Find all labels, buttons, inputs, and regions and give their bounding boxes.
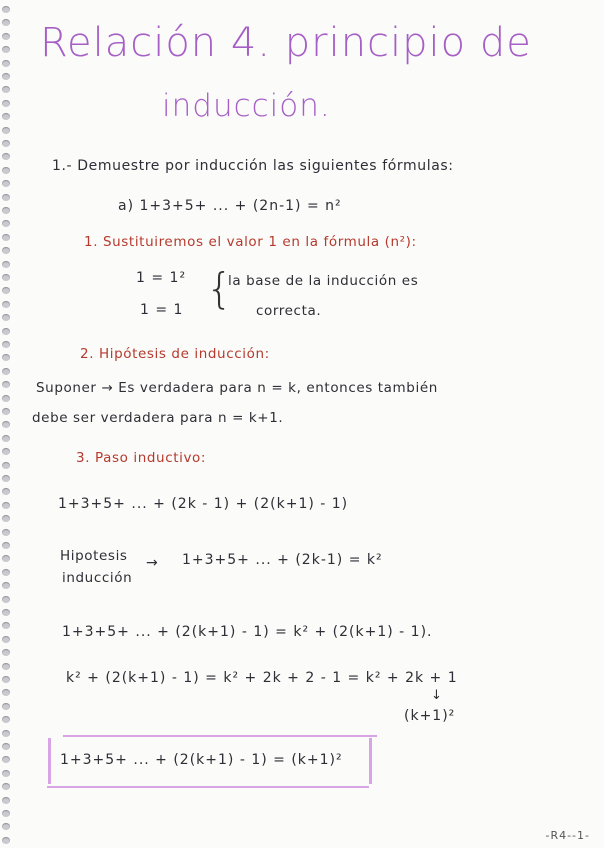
- binding-hole: [2, 86, 10, 93]
- binding-hole: [2, 636, 10, 643]
- step1-eq2: 1 = 1: [140, 302, 184, 318]
- binding-hole: [2, 19, 10, 26]
- step1-eq1: 1 = 1²: [136, 270, 187, 286]
- binding-hole: [2, 421, 10, 428]
- binding-hole: [2, 328, 10, 335]
- binding-hole: [2, 448, 10, 455]
- binding-hole: [2, 274, 10, 281]
- part-a-formula: a) 1+3+5+ ... + (2n-1) = n²: [118, 198, 342, 214]
- binding-hole: [2, 220, 10, 227]
- binding-hole: [2, 797, 10, 804]
- binding-hole: [2, 408, 10, 415]
- hypothesis-label-1: Hipotesis: [60, 548, 128, 564]
- binding-hole: [2, 596, 10, 603]
- step1-note-line2: correcta.: [256, 303, 322, 319]
- binding-hole: [2, 462, 10, 469]
- binding-hole: [2, 569, 10, 576]
- binding-hole: [2, 261, 10, 268]
- binding-hole: [2, 354, 10, 361]
- binding-hole: [2, 542, 10, 549]
- title-line-2: inducción.: [162, 88, 331, 124]
- binding-hole: [2, 555, 10, 562]
- binding-hole: [2, 649, 10, 656]
- binding-hole: [2, 730, 10, 737]
- step3-expr3: k² + (2(k+1) - 1) = k² + 2k + 2 - 1 = k² + 2k + 1: [66, 670, 458, 686]
- binding-hole: [2, 676, 10, 683]
- binding-hole: [2, 515, 10, 522]
- step3-expr1: 1+3+5+ ... + (2k - 1) + (2(k+1) - 1): [58, 496, 349, 512]
- binding-hole: [2, 153, 10, 160]
- binding-hole: [2, 33, 10, 40]
- step2-heading: 2. Hipótesis de inducción:: [80, 346, 270, 362]
- binding-hole: [2, 609, 10, 616]
- binding-hole: [2, 689, 10, 696]
- binding-hole: [2, 703, 10, 710]
- down-arrow-icon: ↓: [431, 688, 443, 703]
- binding-hole: [2, 301, 10, 308]
- binding-hole: [2, 756, 10, 763]
- hypothesis-label-2: inducción: [62, 570, 133, 586]
- final-result: 1+3+5+ ... + (2(k+1) - 1) = (k+1)²: [60, 752, 343, 768]
- curly-brace: {: [206, 264, 233, 313]
- step3-expr4: (k+1)²: [404, 708, 456, 724]
- binding-hole: [2, 287, 10, 294]
- binding-hole: [2, 113, 10, 120]
- binding-hole: [2, 475, 10, 482]
- hypothesis-expr: 1+3+5+ ... + (2k-1) = k²: [182, 552, 383, 568]
- binding-hole: [2, 60, 10, 67]
- step3-expr2: 1+3+5+ ... + (2(k+1) - 1) = k² + (2(k+1) - 1).: [62, 624, 433, 640]
- binding-hole: [2, 823, 10, 830]
- step1-note-line1: la base de la inducción es: [228, 273, 419, 289]
- binding-hole: [2, 6, 10, 13]
- binding-hole: [2, 502, 10, 509]
- binding-hole: [2, 529, 10, 536]
- binding-hole: [2, 810, 10, 817]
- binding-hole: [2, 435, 10, 442]
- binding-hole: [2, 368, 10, 375]
- binding-hole: [2, 716, 10, 723]
- binding-hole: [2, 247, 10, 254]
- right-arrow-icon: →: [146, 555, 159, 571]
- binding-hole: [2, 395, 10, 402]
- binding-hole: [2, 140, 10, 147]
- binding-hole: [2, 783, 10, 790]
- spiral-binding: [0, 0, 14, 848]
- binding-hole: [2, 582, 10, 589]
- binding-hole: [2, 381, 10, 388]
- binding-hole: [2, 341, 10, 348]
- step2-line1: Suponer → Es verdadera para n = k, entonces también: [36, 380, 438, 396]
- binding-hole: [2, 167, 10, 174]
- binding-hole: [2, 743, 10, 750]
- step3-heading: 3. Paso inductivo:: [76, 450, 207, 466]
- title-line-1: Relación 4. principio de: [40, 20, 532, 66]
- binding-hole: [2, 207, 10, 214]
- binding-hole: [2, 234, 10, 241]
- page-number: -R4--1-: [545, 829, 590, 842]
- step2-line2: debe ser verdadera para n = k+1.: [32, 410, 284, 426]
- binding-hole: [2, 127, 10, 134]
- binding-hole: [2, 622, 10, 629]
- binding-hole: [2, 314, 10, 321]
- binding-hole: [2, 73, 10, 80]
- problem-statement: 1.- Demuestre por inducción las siguientes fórmulas:: [52, 158, 454, 174]
- binding-hole: [2, 180, 10, 187]
- binding-hole: [2, 770, 10, 777]
- binding-hole: [2, 663, 10, 670]
- binding-hole: [2, 100, 10, 107]
- binding-hole: [2, 488, 10, 495]
- binding-hole: [2, 837, 10, 844]
- binding-hole: [2, 46, 10, 53]
- binding-hole: [2, 194, 10, 201]
- step1-heading: 1. Sustituiremos el valor 1 en la fórmula (n²):: [84, 234, 417, 250]
